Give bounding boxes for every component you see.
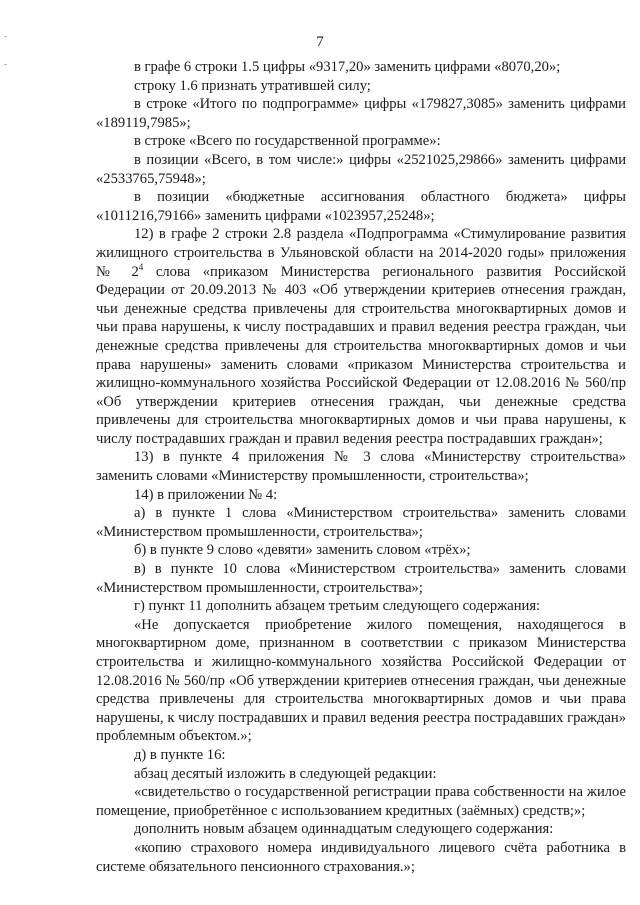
paragraph: г) пункт 11 дополнить абзацем третьим следующего содержания: (134, 598, 541, 615)
scan-edge-mark (4, 64, 7, 65)
paragraph-item-12-rest: слова «приказом Министерства регионального развития Российской Федерации от 20.09.2013 № 403 «Об утверждении критериев отнесения граждан, чьи денежные средства привлечены для строительства многоквартирных домов и чьи права нарушены, к числу пострадавших и правил ведения реестра граждан, чьи денежные средства привлечены для строительства многоквартирных домов и чьи права нарушены» заменить словами «приказом Министерства строительства и жилищно-коммунального хозяйства Российской Федерации от 12.08.2016 № 560/пр «Об утверждении критериев отнесения граждан, чьи денежные средства привлечены для строительства многоквартирных домов и чьи права нарушены, к числу пострадавших граждан и правил ведения реестра пострадавших граждан»; (96, 263, 626, 447)
paragraph: «копию страхового номера индивидуального лицевого счёта работника в системе обязательного пенсионного страхования.»; (96, 839, 626, 875)
paragraph: в позиции «бюджетные ассигнования областного бюджета» цифры «1011216,79166» заменить цифрами «1023957,25248»; (96, 189, 626, 224)
superscript: 4 (138, 261, 144, 272)
paragraph: строку 1.6 признать утратившей силу; (134, 77, 371, 94)
paragraph: абзац десятый изложить в следующей редакции: (134, 765, 437, 782)
paragraph: в графе 6 строки 1.5 цифры «9317,20» заменить цифрами «8070,20»; (134, 59, 561, 75)
paragraph: в строке «Всего по государственной программе»: (134, 133, 441, 150)
paragraph: 13) в пункте 4 приложения № 3 слова «Министерству строительства» заменить словами «Министерству промышленности, строительства»; (96, 449, 626, 485)
paragraph-item-12 (96, 225, 626, 448)
paragraph: «Не допускается приобретение жилого помещения, находящегося в многоквартирном доме, признанном в соответствии с приказом Министерства строительства и жилищно-коммунального хозяйства Российской Федерации от 12.08.2016 № 560/пр «Об утверждении критериев отнесения граждан, чьи денежные средства привлечены для строительства многоквартирных домов и чьи права нарушены, к числу пострадавших и правил ведения реестра пострадавших граждан» проблемным объектом.»; (96, 616, 626, 745)
paragraph: а) в пункте 1 слова «Министерством строительства» заменить словами «Министерством промышленности, строительства»; (96, 505, 626, 540)
paragraph: 14) в приложении № 4: (134, 486, 278, 503)
document-body (96, 58, 626, 876)
paragraph: в позиции «Всего, в том числе:» цифры «2521025,29866» заменить цифрами «2533765,75948»; (96, 151, 626, 187)
paragraph: дополнить новым абзацем одиннадцатым следующего содержания: (134, 821, 554, 838)
paragraph-item-12-start: 12) в графе 2 строки 2.8 раздела «Подпрограмма «Стимулирование развития жилищного строительства в Ульяновской области на 2014-2020 годы» приложения № 2 (96, 226, 626, 280)
paragraph: д) в пункте 16: (134, 746, 226, 763)
paragraph: б) в пункте 9 слово «девяти» заменить словом «трёх»; (134, 542, 471, 559)
paragraph: в строке «Итого по подпрограмме» цифры «179827,3085» заменить цифрами «189119,7985»; (96, 96, 626, 131)
paragraph: в) в пункте 10 слова «Министерством строительства» заменить словами «Министерством промышленности, строительства»; (96, 561, 626, 596)
paragraph: «свидетельство о государственной регистрации права собственности на жилое помещение, приобретённое с использованием кредитных (заёмных) средств;»; (96, 784, 626, 819)
page-number: 7 (316, 34, 324, 50)
